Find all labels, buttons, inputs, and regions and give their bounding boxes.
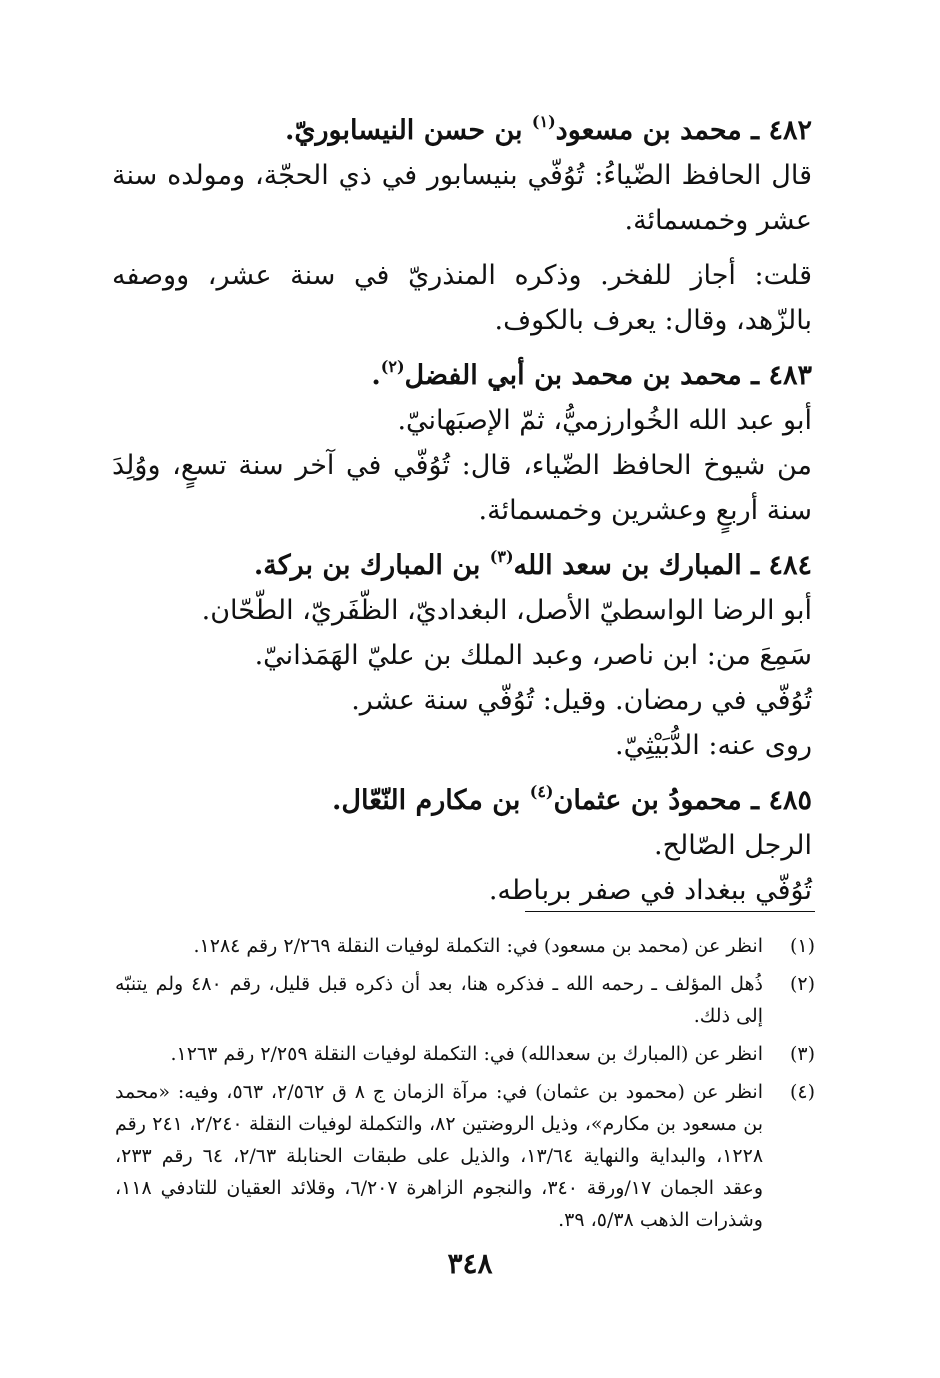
footnote [115, 1038, 815, 1070]
entry-483 [112, 353, 812, 533]
entry-line: تُوُفّي في رمضان. وقيل: تُوُفّي سنة عشر. [351, 685, 812, 716]
footnote [115, 968, 815, 1032]
entry-heading [112, 778, 812, 823]
entry-line: قلت: أجاز للفخر. وذكره المنذريّ في سنة عشر، ووصفه بالزّهد، وقال: يعرف بالكوف. [112, 260, 812, 336]
entry-line: أبو الرضا الواسطيّ الأصل، البغداديّ، الظّفَريّ، الطّحّان. [201, 595, 812, 626]
footnote-ref: (١) [531, 112, 556, 131]
entry-482 [112, 108, 812, 343]
footnote-separator [525, 911, 815, 912]
entry-number: ٤٨٤ ـ [751, 550, 812, 581]
page-number: ٣٤٨ [447, 1247, 493, 1280]
entry-number: ٤٨٥ ـ [751, 785, 812, 816]
entry-line: قال الحافظ الضّياءُ: تُوُفّي بنيسابور في ذي الحجّة، ومولده سنة عشر وخمسمائة. [112, 160, 812, 236]
entry-name-cont: . [371, 360, 381, 391]
footnote-text: انظر عن (المبارك بن سعدالله) في: التكملة لوفيات النقلة ٢/٢٥٩ رقم ١٢٦٣. [170, 1043, 763, 1065]
footnote-text: انظر عن (محمد بن مسعود) في: التكملة لوفيات النقلة ٢/٢٦٩ رقم ١٢٨٤. [193, 935, 763, 957]
footnote-text: انظر عن (محمود بن عثمان) في: مرآة الزمان ج ٨ ق ٢/٥٦٢، ٥٦٣، وفيه: «محمد بن مسعود بن مكارم»، وذيل الروضتين ٨٢، والتكملة لوفيات النقلة ٢/٢٤٠، ٢٤١ رقم ١٢٢٨، والبداية والنهاية ١٣/٦٤، والذيل على طبقات الحنابلة ٢/٦٣، ٦٤ رقم ٢٣٣، وعقد الجمان ١٧/ورقة ٣٤٠، والنجوم الزاهرة ٦/٢٠٧، وقلائد العقيان للتادفي ١١٨، وشذرات الذهب ٥/٣٨، ٣٩. [115, 1081, 764, 1231]
entry-line: الرجل الصّالح. [654, 830, 812, 861]
footnote-mark: (٣) [789, 1043, 815, 1065]
entry-number: ٤٨٣ ـ [751, 360, 812, 391]
entry-line: أبو عبد الله الخُوارزميُّ، ثمّ الإصبَهانيّ. [397, 405, 812, 436]
footnote-text: ذُهل المؤلف ـ رحمه الله ـ فذكره هنا، بعد أن ذكره قبل قليل، رقم ٤٨٠ ولم يتنبّه إلى ذلك. [115, 973, 763, 1027]
footnotes [115, 930, 815, 1242]
entry-heading [112, 353, 812, 398]
entry-heading [112, 543, 812, 588]
footnote-ref: (٣) [489, 547, 514, 566]
entry-name-cont: بن مكارم النّعّال. [331, 785, 521, 816]
entry-number: ٤٨٢ ـ [751, 115, 812, 146]
entry-line: سَمِعَ من: ابن ناصر، وعبد الملك بن عليّ الهَمَذانيّ. [254, 640, 812, 671]
main-text [112, 108, 812, 913]
entry-line: تُوُفّي ببغداد في صفر برباطه. [488, 875, 812, 906]
entry-heading [112, 108, 812, 153]
footnote-ref: (٢) [380, 357, 405, 376]
entry-485 [112, 778, 812, 913]
entry-name-cont: بن المبارك بن بركة. [253, 550, 481, 581]
footnote-mark: (٢) [789, 973, 815, 995]
entry-name-cont: بن حسن النيسابوريّ. [284, 115, 523, 146]
footnote-mark: (١) [789, 935, 815, 957]
entry-name: المبارك بن سعد الله [513, 550, 742, 581]
entry-line: روى عنه: الدُّبَيْثِيّ. [614, 730, 812, 761]
entry-name: محمودُ بن عثمان [553, 785, 742, 816]
footnote [115, 1076, 815, 1236]
entry-line: من شيوخ الحافظ الضّياء، قال: تُوُفّي في آخر سنة تسعٍ، ووُلِدَ سنة أربعٍ وعشرين وخمسمائة. [112, 450, 812, 526]
entry-name: محمد بن محمد بن أبي الفضل [404, 360, 742, 391]
footnote [115, 930, 815, 962]
footnote-mark: (٤) [789, 1081, 815, 1103]
entry-484 [112, 543, 812, 768]
entry-name: محمد بن مسعود [555, 115, 742, 146]
footnote-ref: (٤) [529, 782, 554, 801]
